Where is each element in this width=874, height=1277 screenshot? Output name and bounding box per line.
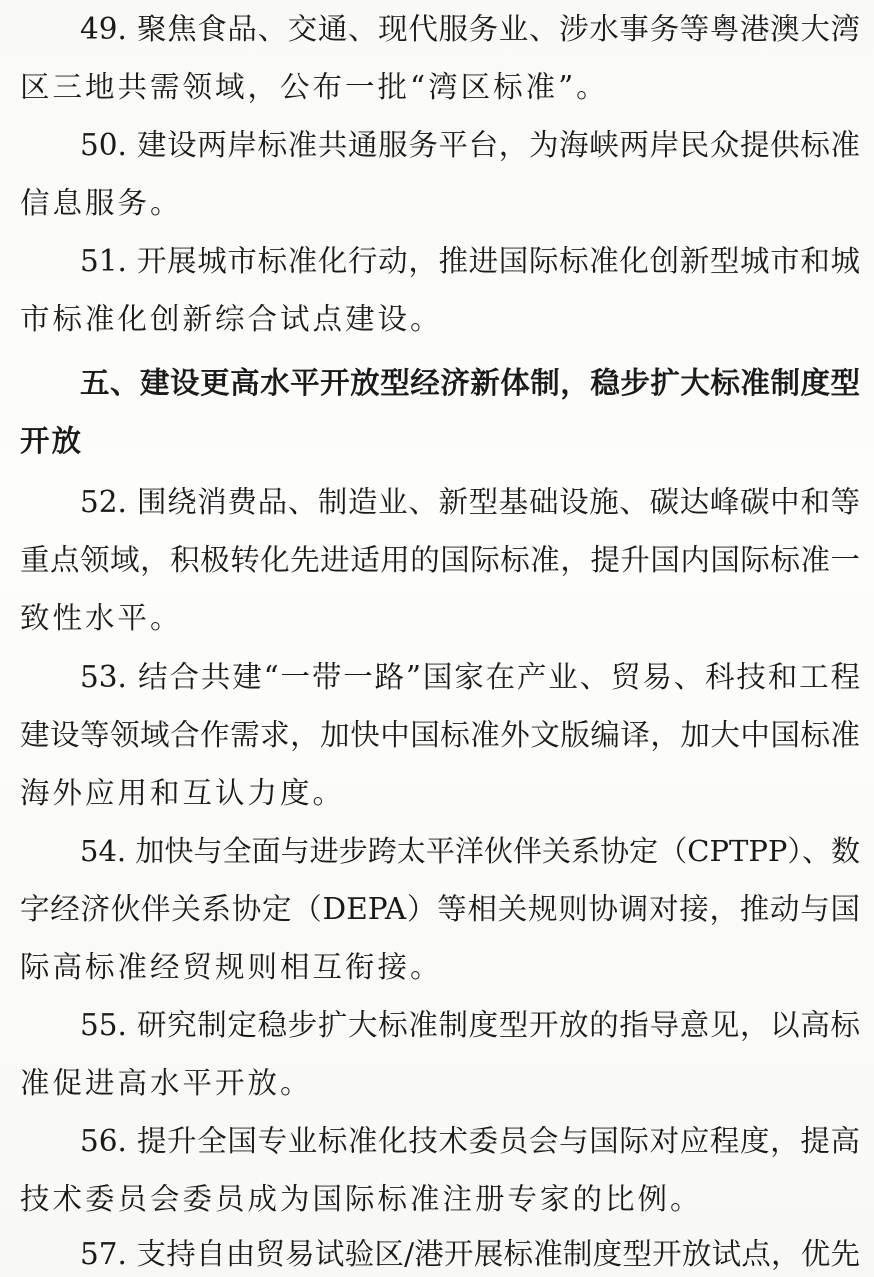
item-50-line-1: 50. 建设两岸标准共通服务平台，为海峡两岸民众提供标准	[80, 128, 860, 162]
item-53-line-1: 53. 结合共建“一带一路”国家在产业、贸易、科技和工程	[80, 660, 860, 694]
item-54-line-2: 字经济伙伴关系协定（DEPA）等相关规则协调对接，推动与国	[20, 892, 860, 926]
item-56-line-2: 技术委员会委员成为国际标准注册专家的比例。	[20, 1182, 703, 1216]
item-57-line-1: 57. 支持自由贸易试验区/港开展标准制度型开放试点，优先	[80, 1237, 860, 1271]
item-55-line-1: 55. 研究制定稳步扩大标准制度型开放的指导意见，以高标	[80, 1008, 860, 1042]
item-52-line-2: 重点领域，积极转化先进适用的国际标准，提升国内国际标准一	[20, 543, 860, 577]
section-heading-line-1: 五、建设更高水平开放型经济新体制，稳步扩大标准制度型	[80, 366, 860, 400]
item-53-line-3: 海外应用和互认力度。	[20, 776, 346, 810]
item-51-line-2: 市标准化创新综合试点建设。	[20, 302, 443, 336]
item-54-line-3: 际高标准经贸规则相互衔接。	[20, 950, 443, 984]
section-heading-line-2: 开放	[20, 424, 84, 458]
item-51-line-1: 51. 开展城市标准化行动，推进国际标准化创新型城市和城	[80, 244, 860, 278]
item-49-line-2: 区三地共需领域，公布一批“湾区标准”。	[20, 70, 609, 104]
item-49-line-1: 49. 聚焦食品、交通、现代服务业、涉水事务等粤港澳大湾	[80, 12, 860, 46]
item-52-line-3: 致性水平。	[20, 601, 183, 635]
item-56-line-1: 56. 提升全国专业标准化技术委员会与国际对应程度，提高	[80, 1124, 860, 1158]
item-52-line-1: 52. 围绕消费品、制造业、新型基础设施、碳达峰碳中和等	[80, 485, 860, 519]
item-50-line-2: 信息服务。	[20, 186, 183, 220]
item-53-line-2: 建设等领域合作需求，加快中国标准外文版编译，加大中国标准	[20, 718, 860, 752]
item-55-line-2: 准促进高水平开放。	[20, 1066, 313, 1100]
item-54-line-1: 54. 加快与全面与进步跨太平洋伙伴关系协定（CPTPP）、数	[80, 834, 860, 868]
